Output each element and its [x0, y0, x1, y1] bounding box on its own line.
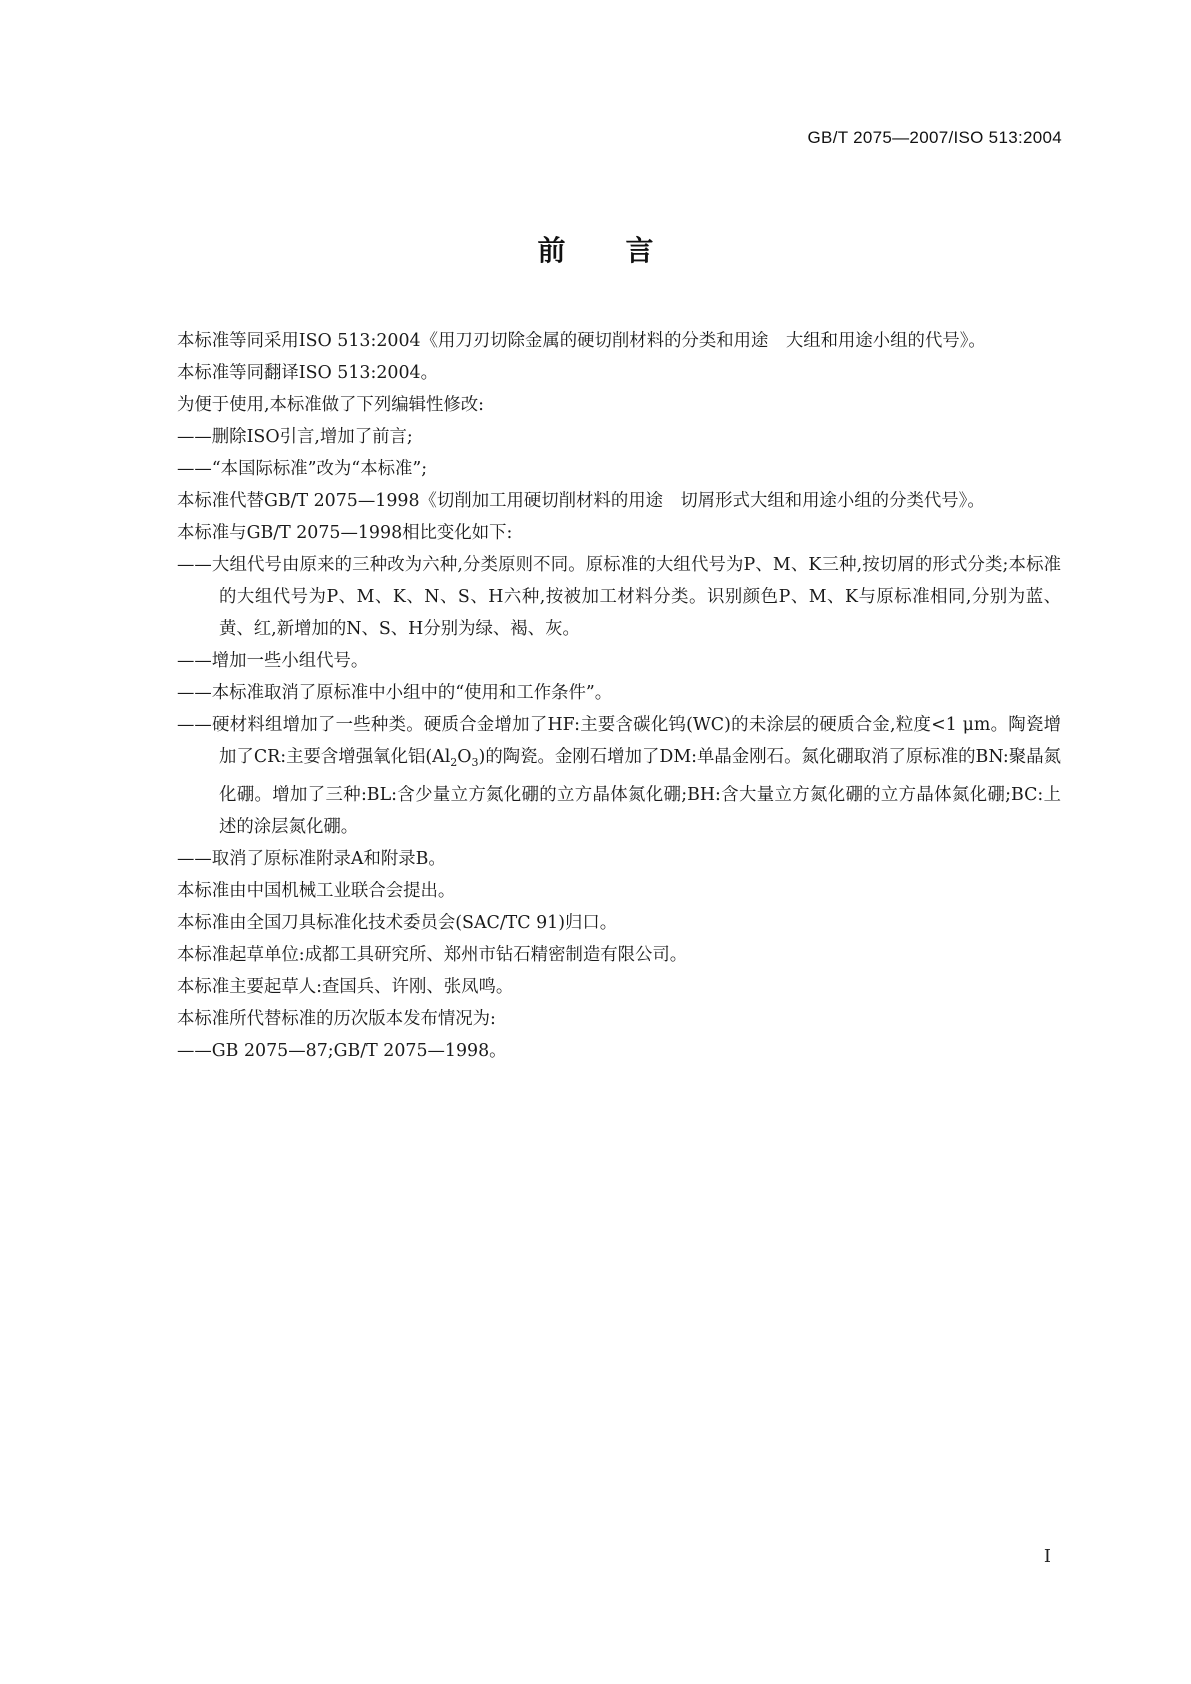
subscript-3: 3: [471, 756, 479, 769]
list-item-history: ——GB 2075—87;GB/T 2075—1998。: [177, 1041, 507, 1061]
list-item-change-3: ——本标准取消了原标准中小组中的“使用和工作条件”。: [177, 683, 613, 703]
foreword-body: [133, 325, 1061, 1067]
paragraph-history-intro: 本标准所代替标准的历次版本发布情况为:: [177, 1009, 496, 1029]
list-item-edit-1: ——删除ISO引言,增加了前言;: [177, 427, 413, 447]
page-number: I: [1043, 1546, 1051, 1567]
paragraph-adoption: 本标准等同采用ISO 513:2004《用刀刃切除金属的硬切削材料的分类和用途 大组和用途小组的代号》。: [177, 331, 986, 351]
list-item-change-1: ——大组代号由原来的三种改为六种,分类原则不同。原标准的大组代号为P、M、K三种,按切屑的形式分类;本标准的大组代号为P、M、K、N、S、H六种,按被加工材料分类。识别颜色P、M、K与原标准相同,分别为蓝、黄、红,新增加的N、S、H分别为绿、褐、灰。: [177, 555, 1061, 639]
list-item-change-5: ——取消了原标准附录A和附录B。: [177, 849, 446, 869]
paragraph-drafting-units: 本标准起草单位:成都工具研究所、郑州市钻石精密制造有限公司。: [177, 945, 688, 965]
change-4-text-a: ——硬材料组增加了一些种类。硬质合金增加了HF:主要含碳化钨(WC)的未涂层的硬质合金,粒度<1 μm。陶瓷增加了CR:主要含增强氧化铝(Al: [177, 715, 1061, 767]
paragraph-drafters: 本标准主要起草人:查国兵、许刚、张凤鸣。: [177, 977, 514, 997]
standard-code-header: GB/T 2075—2007/ISO 513:2004: [807, 128, 1062, 147]
page-title: 前言: [537, 234, 714, 267]
list-item-change-4: [133, 709, 1061, 843]
paragraph-proposed-by: 本标准由中国机械工业联合会提出。: [177, 881, 456, 901]
paragraph-changes-intro: 本标准与GB/T 2075—1998相比变化如下:: [177, 523, 513, 543]
change-4-text-c: )的陶瓷。金刚石增加了DM:单晶金刚石。氮化硼取消了原标准的BN:聚晶氮化硼。增加了三种:BL:含少量立方氮化硼的立方晶体氮化硼;BH:含大量立方氮化硼的立方晶体氮化硼;BC:上述的涂层氮化硼。: [219, 747, 1061, 837]
paragraph-edits-intro: 为便于使用,本标准做了下列编辑性修改:: [177, 395, 485, 415]
paragraph-administered-by: 本标准由全国刀具标准化技术委员会(SAC/TC 91)归口。: [177, 913, 618, 933]
list-item-change-2: ——增加一些小组代号。: [177, 651, 369, 671]
change-4-text-b: O: [457, 747, 472, 767]
subscript-2: 2: [450, 756, 458, 769]
paragraph-replaces: 本标准代替GB/T 2075—1998《切削加工用硬切削材料的用途 切屑形式大组和用途小组的分类代号》。: [177, 491, 985, 511]
paragraph-translation: 本标准等同翻译ISO 513:2004。: [177, 363, 439, 383]
list-item-edit-2: ——“本国际标准”改为“本标准”;: [177, 459, 428, 479]
